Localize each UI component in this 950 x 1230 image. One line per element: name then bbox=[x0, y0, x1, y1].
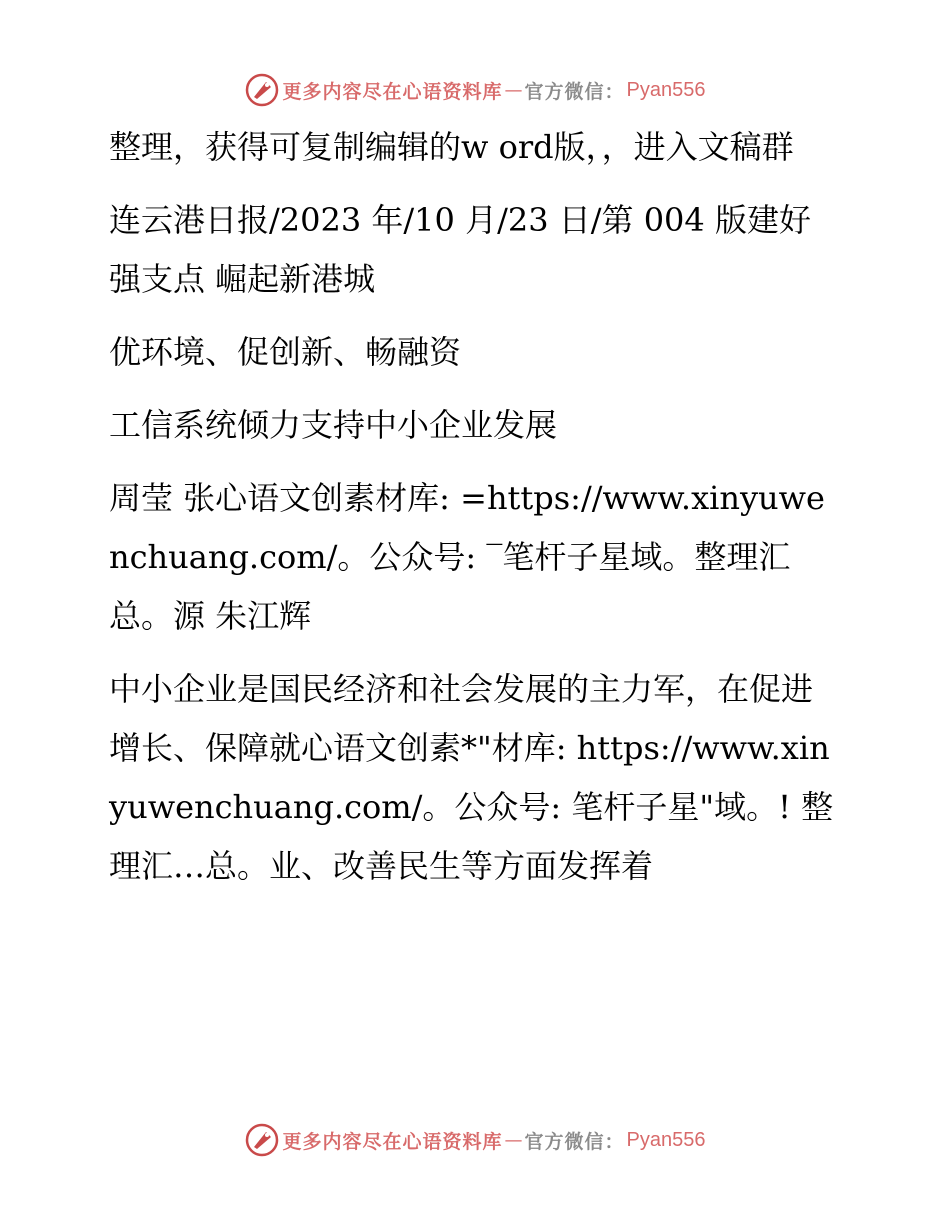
document-body bbox=[97, 118, 842, 910]
paragraph-6: 中小企业是国民经济和社会发展的主力军，在促进增长、保障就心语文创素*"材库: https://www.xinyuwenchuang.com/。公众号: 笔杆子星"域。! 整理汇…总。业、改善民生等方面发挥着 bbox=[109, 670, 834, 885]
paragraph-5: 周莹 张心语文创素材库: =https://www.xinyuwenchuang.com/。公众号: ‾笔杆子星域。整理汇总。源 朱江辉 bbox=[109, 479, 825, 635]
banner-main-text: 更多内容尽在心语资料库 bbox=[282, 80, 503, 103]
header-watermark-banner bbox=[0, 70, 950, 110]
footer-watermark-banner bbox=[0, 1120, 950, 1160]
banner-label-text: 官方微信： bbox=[524, 1130, 625, 1153]
paragraph-4: 工信系统倾力支持中小企业发展 bbox=[109, 406, 558, 444]
paragraph-1: 整理，获得可复制编辑的w ord版，，进入文稿群 bbox=[109, 128, 794, 166]
paragraph-3: 优环境、促创新、畅融资 bbox=[109, 333, 462, 371]
banner-label-text: 官方微信： bbox=[524, 80, 625, 103]
banner-main-text: 更多内容尽在心语资料库 bbox=[282, 1130, 503, 1153]
banner-wechat-id: Pyan556 bbox=[626, 1128, 706, 1151]
banner-separator: — bbox=[504, 1129, 523, 1151]
pen-nib-icon bbox=[245, 1123, 279, 1157]
banner-wechat-id: Pyan556 bbox=[626, 78, 706, 101]
paragraph-2: 连云港日报/2023 年/10 月/23 日/第 004 版建好强支点 崛起新港城 bbox=[109, 201, 811, 298]
pen-nib-icon bbox=[245, 73, 279, 107]
banner-separator: — bbox=[504, 79, 523, 101]
